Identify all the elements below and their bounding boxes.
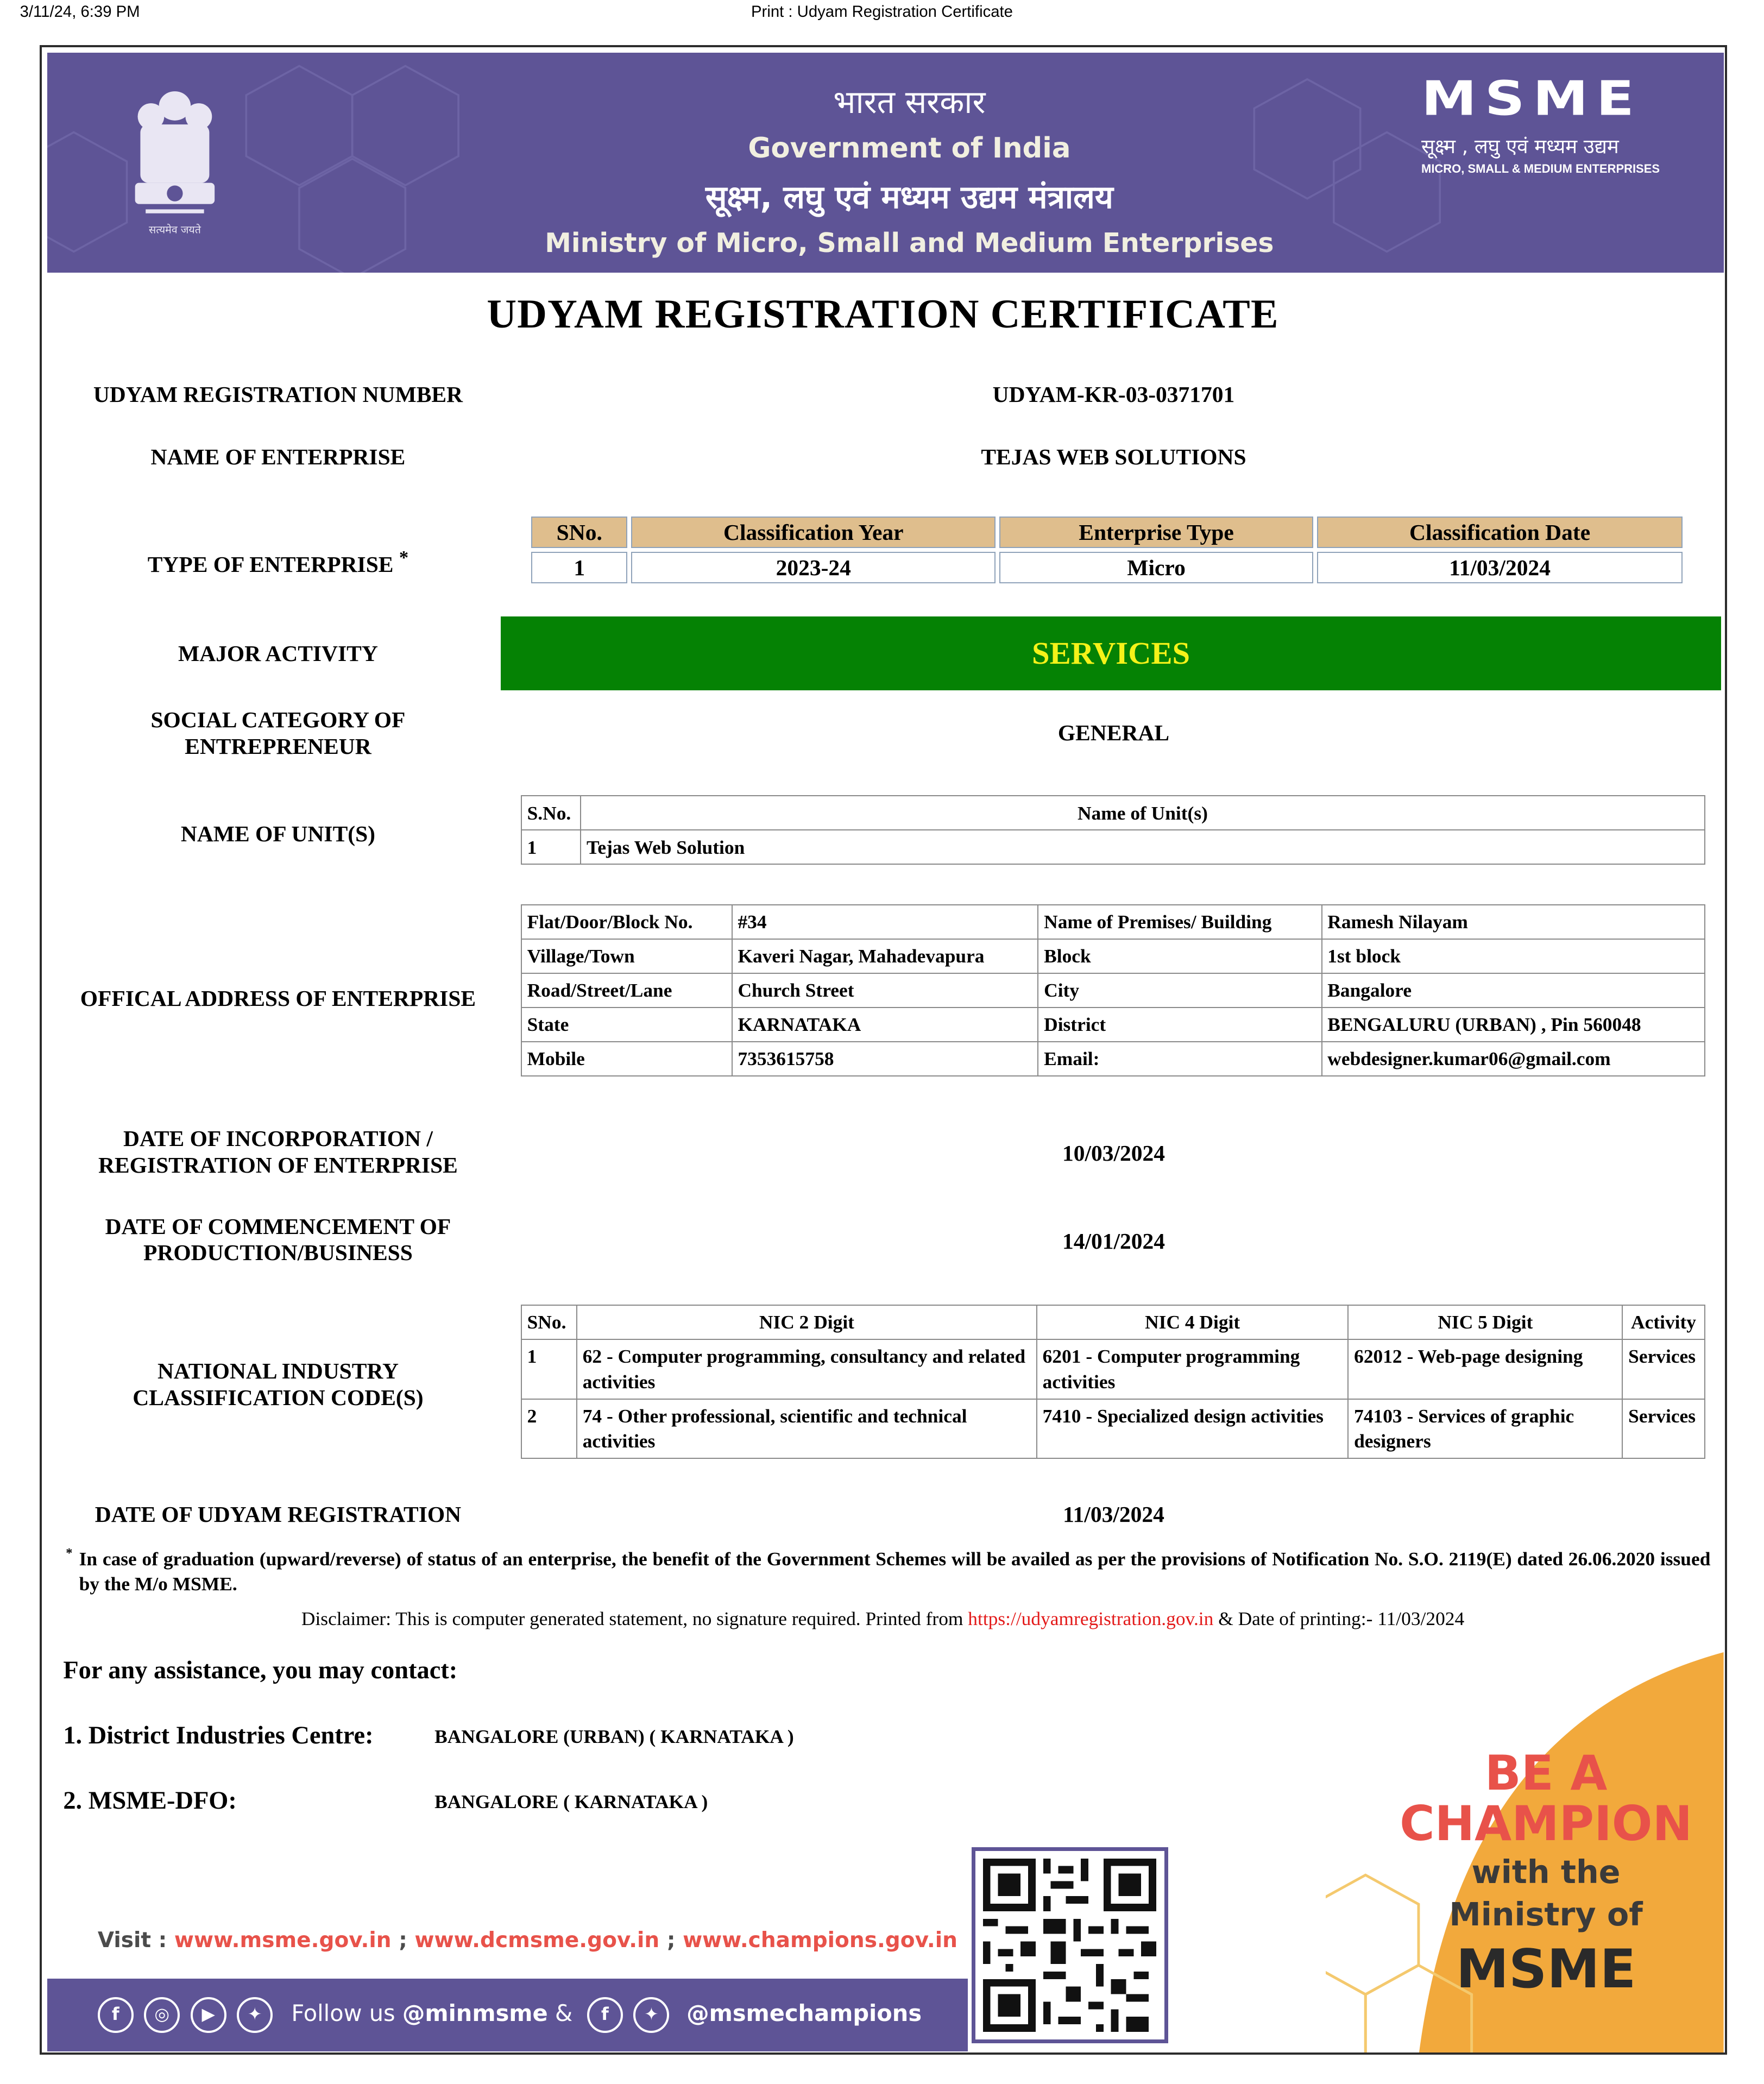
incorporation-date: 10/03/2024 [1062, 1141, 1165, 1166]
address-key: Name of Premises/ Building [1038, 905, 1321, 939]
classification-date: 11/03/2024 [1317, 552, 1683, 583]
twitter-icon[interactable]: ✦ [633, 1997, 669, 2033]
address-value: #34 [732, 905, 1038, 939]
units-header-name: Name of Unit(s) [581, 796, 1704, 830]
nic-sno: 2 [521, 1399, 577, 1458]
table-row [521, 1008, 1705, 1042]
enterprise-name-label: NAME OF ENTERPRISE [150, 444, 406, 470]
visit-links: Visit : www.msme.gov.in ; www.dcmsme.gov.in ; www.champions.gov.in [97, 1928, 957, 1953]
dfo-label: 2. MSME-DFO: [63, 1786, 237, 1815]
table-row [521, 1042, 1705, 1076]
social-category: GENERAL [1057, 720, 1170, 746]
msme-logo-english: MICRO, SMALL & MEDIUM ENTERPRISES [1421, 162, 1660, 176]
banner-hindi-ministry: सूक्ष्म, लघु एवं मध्यम उद्यम मंत्रालय [705, 179, 1113, 216]
banner-govt: Government of India [748, 132, 1071, 165]
type-header-sno: SNo. [531, 517, 627, 548]
footnote [66, 1546, 1710, 1597]
promo-line1: BE A [1484, 1745, 1608, 1801]
units-header-sno: S.No. [521, 796, 581, 830]
nic-header-5digit: NIC 5 Digit [1348, 1305, 1622, 1339]
nic-header-4digit: NIC 4 Digit [1037, 1305, 1348, 1339]
browser-print-header [0, 0, 1764, 24]
dic-label: 1. District Industries Centre: [63, 1721, 374, 1749]
unit-sno: 1 [521, 830, 581, 864]
nic-2digit: 62 - Computer programming, consultancy and related activities [577, 1339, 1037, 1399]
table-row [531, 552, 1683, 583]
type-sno: 1 [531, 552, 627, 583]
promo-line3: with the [1471, 1854, 1621, 1891]
address-label: OFFICAL ADDRESS OF ENTERPRISE [80, 985, 476, 1011]
mobile-number: 7353615758 [732, 1042, 1038, 1076]
visit-label: Visit : [97, 1928, 174, 1953]
footnote-asterisk: * [66, 1545, 73, 1560]
registration-number: UDYAM-KR-03-0371701 [992, 382, 1235, 407]
footnote-text: In case of graduation (upward/reverse) of status of an enterprise, the benefit of the Government Schemes will be availed as per the provisions of Notification No. S.O. 2119(E) dated 26.06.2020 issued by the M/o MSME. [79, 1547, 1711, 1595]
udyam-date-label: DATE OF UDYAM REGISTRATION [94, 1501, 462, 1527]
banner-ministry: Ministry of Micro, Small and Medium Enterprises [545, 228, 1274, 259]
type-header-year: Classification Year [631, 517, 996, 548]
type-header-date: Classification Date [1317, 517, 1683, 548]
nic-header-sno: SNo. [521, 1305, 577, 1339]
champions-site-link[interactable]: www.champions.gov.in [683, 1928, 957, 1953]
major-activity: SERVICES [501, 616, 1721, 691]
table-row [521, 830, 1705, 864]
disclaimer [42, 1607, 1724, 1630]
table-row [521, 1399, 1705, 1458]
print-page-title: Print : Udyam Registration Certificate [751, 2, 1013, 21]
certificate-title: UDYAM REGISTRATION CERTIFICATE [487, 292, 1279, 337]
promo-line5: MSME [1456, 1938, 1636, 2001]
facebook-icon[interactable]: f [98, 1997, 134, 2033]
table-row [521, 973, 1705, 1008]
commencement-label: DATE OF COMMENCEMENT OF PRODUCTION/BUSINESS [105, 1213, 451, 1265]
address-key: Email: [1038, 1042, 1321, 1076]
address-key: City [1038, 973, 1321, 1008]
units-label: NAME OF UNIT(S) [180, 821, 375, 846]
nic-header-2digit: NIC 2 Digit [577, 1305, 1037, 1339]
banner-hindi-govt: भारत सरकार [833, 83, 986, 121]
nic-sno: 1 [521, 1339, 577, 1399]
instagram-icon[interactable]: ◎ [144, 1997, 180, 2033]
enterprise-type: Micro [999, 552, 1313, 583]
msme-logo [1421, 71, 1686, 176]
address-value: Bangalore [1322, 973, 1705, 1008]
government-banner [47, 53, 1724, 273]
incorporation-label: DATE OF INCORPORATION / REGISTRATION OF ENTERPRISE [98, 1126, 458, 1178]
table-row [521, 1339, 1705, 1399]
nic-header-activity: Activity [1622, 1305, 1704, 1339]
email-address: webdesigner.kumar06@gmail.com [1322, 1042, 1705, 1076]
dfo-value: BANGALORE ( KARNATAKA ) [434, 1790, 708, 1812]
msme-logo-hindi: सूक्ष्म , लघु एवं मध्यम उद्यम [1421, 135, 1619, 159]
nic-4digit: 6201 - Computer programming activities [1037, 1339, 1348, 1399]
promo-line4: Ministry of [1449, 1896, 1643, 1934]
certificate-frame [40, 45, 1727, 2055]
handle-minmsme[interactable]: @minmsme [402, 1999, 548, 2026]
disclaimer-suffix: & Date of printing:- 11/03/2024 [1213, 1607, 1465, 1629]
address-value: KARNATAKA [732, 1008, 1038, 1042]
address-key: Flat/Door/Block No. [521, 905, 732, 939]
table-row [521, 905, 1705, 939]
unit-name: Tejas Web Solution [581, 830, 1704, 864]
social-category-label: SOCIAL CATEGORY OF ENTREPRENEUR [150, 707, 406, 759]
address-value: Ramesh Nilayam [1322, 905, 1705, 939]
nic-table [521, 1305, 1705, 1459]
assistance-heading: For any assistance, you may contact: [63, 1657, 458, 1685]
print-timestamp: 3/11/24, 6:39 PM [20, 2, 140, 21]
udyam-portal-link[interactable]: https://udyamregistration.gov.in [968, 1607, 1214, 1629]
address-key: Mobile [521, 1042, 732, 1076]
type-table-header [531, 517, 1683, 548]
nic-activity: Services [1622, 1339, 1704, 1399]
address-key: Road/Street/Lane [521, 973, 732, 1008]
nic-label: NATIONAL INDUSTRY CLASSIFICATION CODE(S) [133, 1358, 424, 1410]
dcmsme-site-link[interactable]: www.dcmsme.gov.in [414, 1928, 660, 1953]
follow-text: Follow us @minmsme & [291, 1999, 573, 2026]
youtube-icon[interactable]: ▶ [191, 1997, 226, 2033]
nic-5digit: 62012 - Web-page designing [1348, 1339, 1622, 1399]
type-asterisk: * [399, 547, 409, 568]
major-activity-label: MAJOR ACTIVITY [178, 640, 378, 666]
classification-year: 2023-24 [631, 552, 996, 583]
nic-table-header [521, 1305, 1705, 1339]
address-value: BENGALURU (URBAN) , Pin 560048 [1322, 1008, 1705, 1042]
udyam-date: 11/03/2024 [1063, 1501, 1164, 1527]
address-key: District [1038, 1008, 1321, 1042]
address-key: Village/Town [521, 939, 732, 973]
nic-2digit: 74 - Other professional, scientific and technical activities [577, 1399, 1037, 1458]
type-header-type: Enterprise Type [999, 517, 1313, 548]
dic-value: BANGALORE (URBAN) ( KARNATAKA ) [434, 1726, 794, 1748]
registration-number-label: UDYAM REGISTRATION NUMBER [93, 382, 463, 407]
msme-site-link[interactable]: www.msme.gov.in [174, 1928, 392, 1953]
national-emblem-icon [127, 82, 223, 241]
commencement-date: 14/01/2024 [1062, 1228, 1165, 1254]
handle-msmechampions[interactable]: @msmechampions [686, 1999, 922, 2026]
table-row [521, 939, 1705, 973]
msme-logo-word: MSME [1421, 71, 1642, 127]
promo-line2: CHAMPION [1400, 1795, 1693, 1852]
address-key: Block [1038, 939, 1321, 973]
emblem-motto: सत्यमेव जयते [148, 223, 201, 236]
enterprise-name: TEJAS WEB SOLUTIONS [981, 444, 1246, 470]
nic-4digit: 7410 - Specialized design activities [1037, 1399, 1348, 1458]
address-value: Church Street [732, 973, 1038, 1008]
twitter-icon[interactable]: ✦ [237, 1997, 273, 2033]
address-value: Kaveri Nagar, Mahadevapura [732, 939, 1038, 973]
address-key: State [521, 1008, 732, 1042]
facebook-icon[interactable]: f [587, 1997, 623, 2033]
enterprise-type-label: TYPE OF ENTERPRISE * [147, 547, 409, 577]
qr-code-icon [975, 1851, 1164, 2039]
address-table [521, 904, 1705, 1076]
nic-5digit: 74103 - Services of graphic designers [1348, 1399, 1622, 1458]
disclaimer-prefix: Disclaimer: This is computer generated statement, no signature required. Printed from [301, 1607, 968, 1629]
enterprise-type-table [527, 513, 1686, 587]
units-table [521, 795, 1705, 865]
units-table-header [521, 796, 1705, 830]
qr-code [972, 1847, 1168, 2043]
nic-activity: Services [1622, 1399, 1704, 1458]
address-value: 1st block [1322, 939, 1705, 973]
